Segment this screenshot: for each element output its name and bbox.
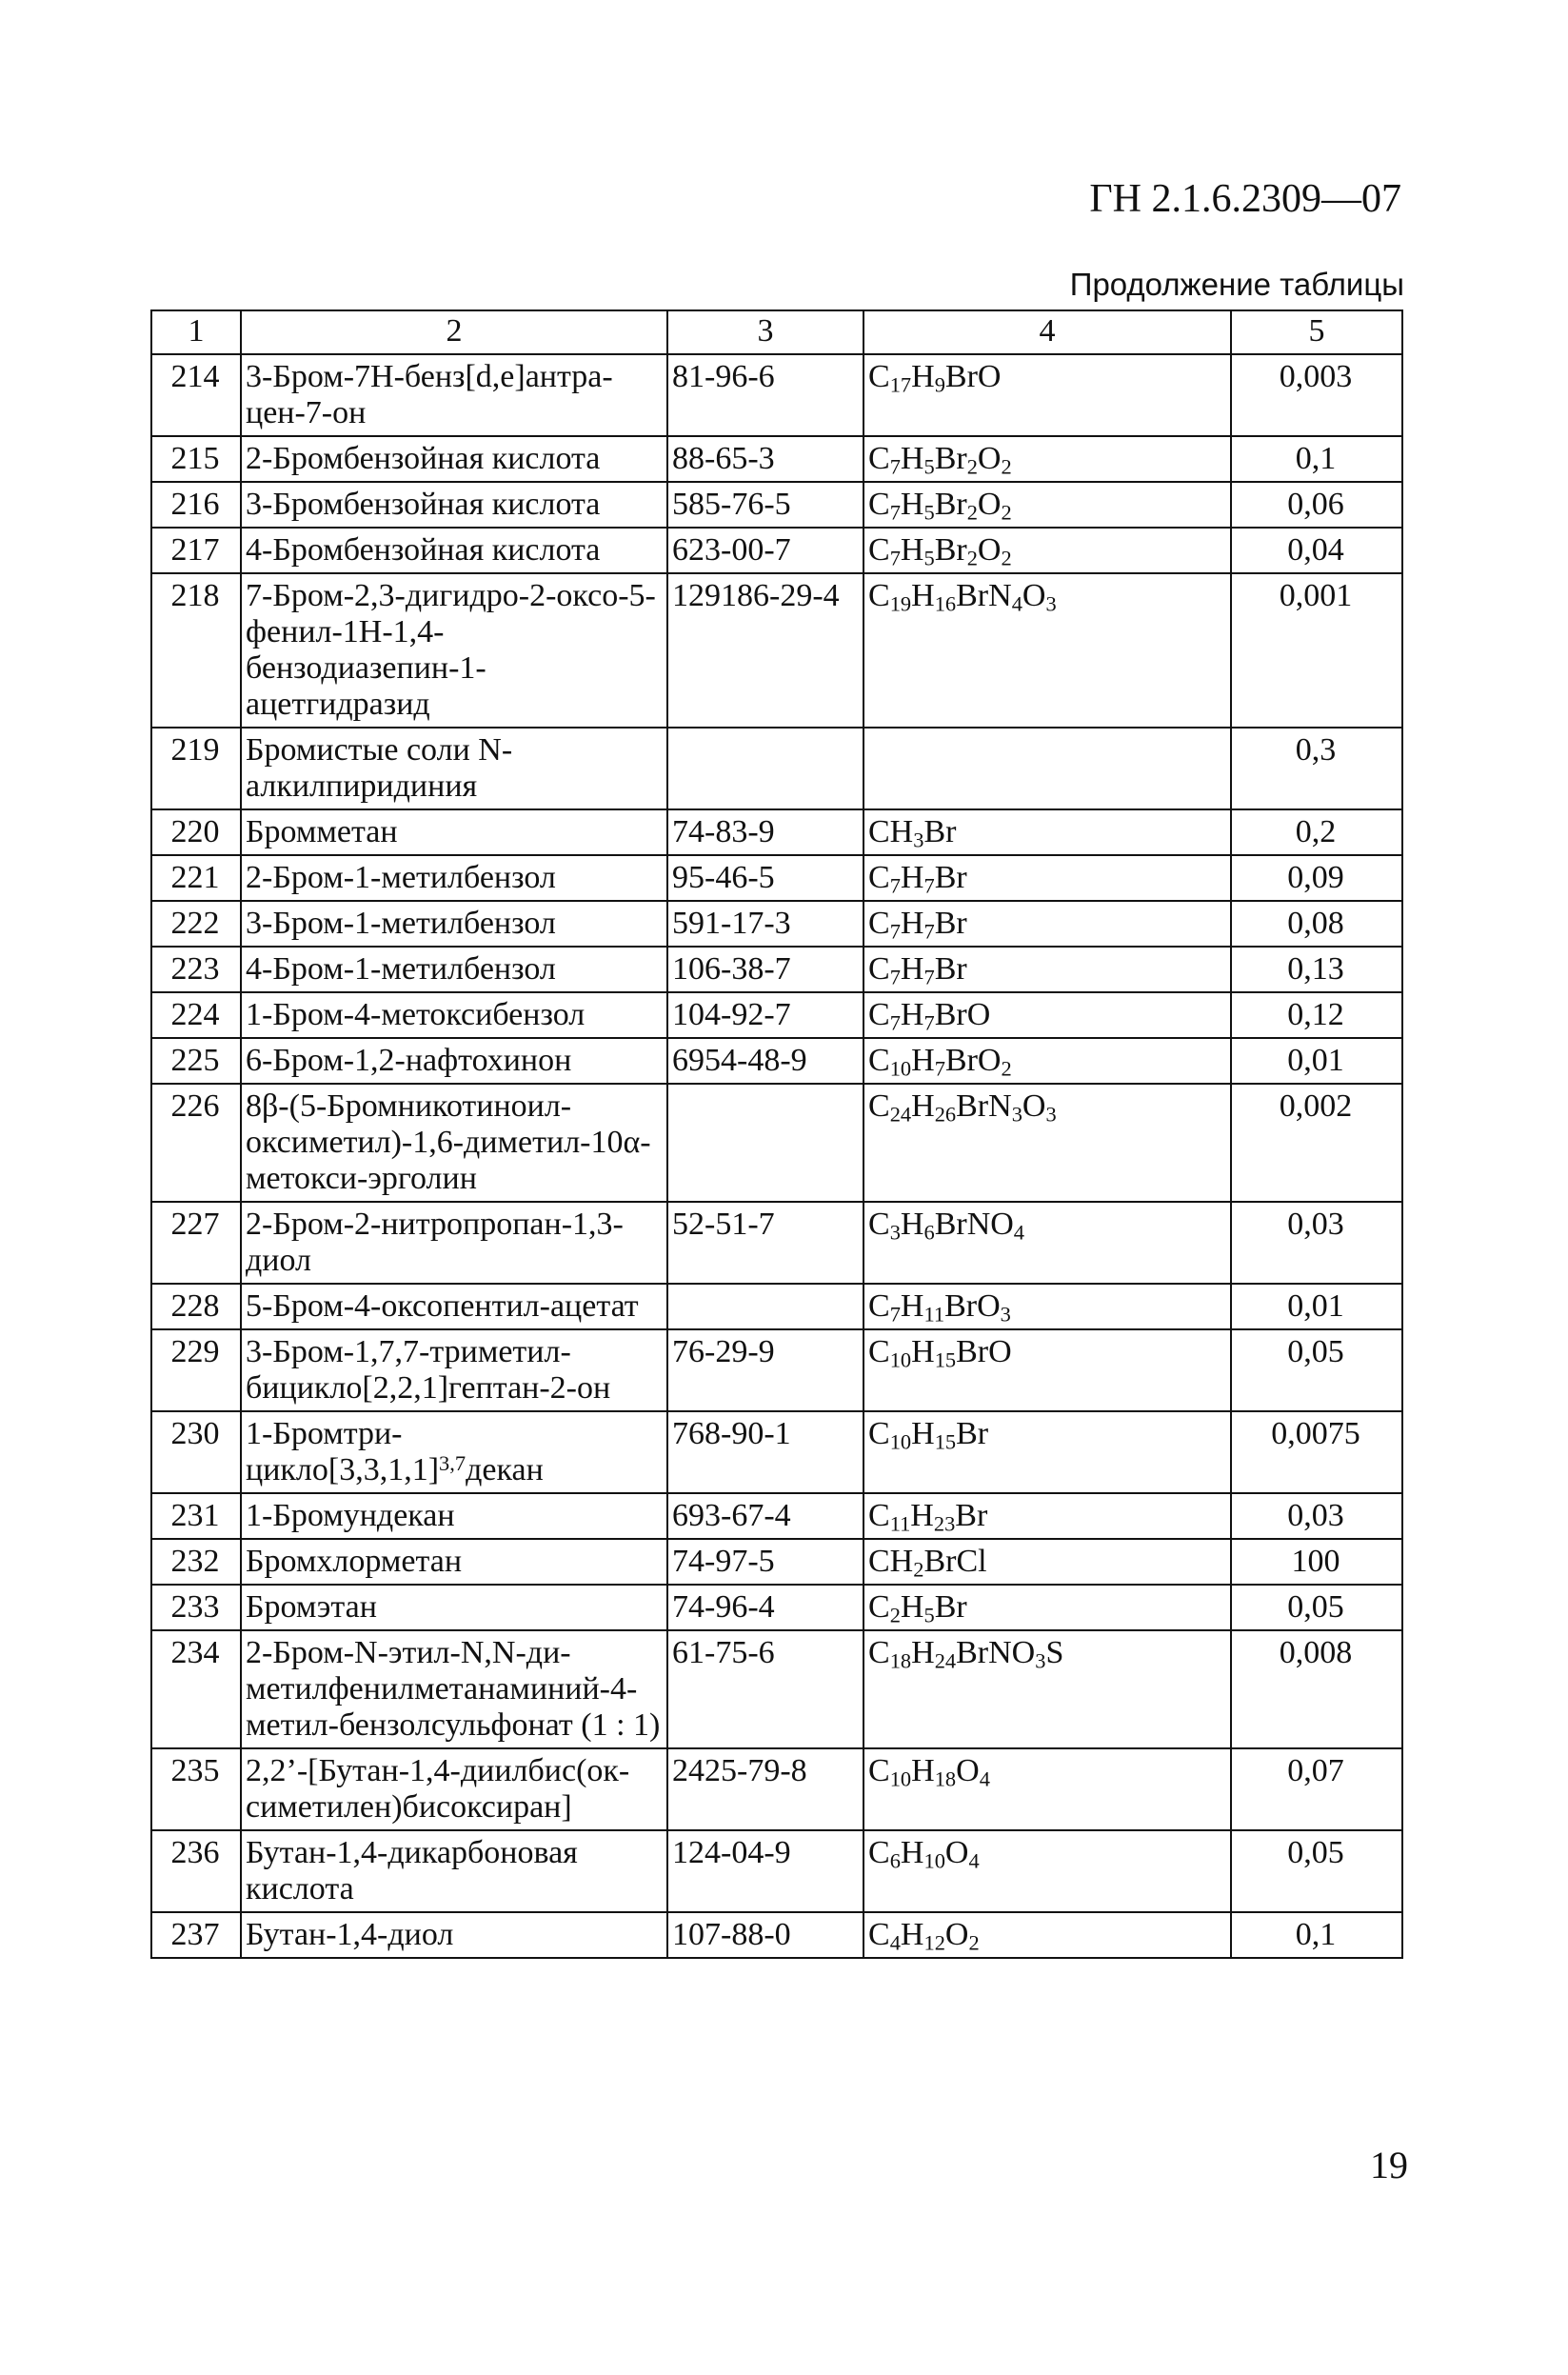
document-code: ГН 2.1.6.2309—07 xyxy=(1089,177,1401,221)
chemical-formula: $C_{19}H_{16}BrN_4O_3$ xyxy=(863,573,1231,728)
chemical-formula: $C_{17}H_9BrO$ xyxy=(863,354,1231,436)
table-row xyxy=(151,354,1402,436)
row-number: 216 xyxy=(151,482,241,528)
cas-number: 107-88-0 xyxy=(667,1912,863,1958)
limit-value: 0,08 xyxy=(1231,901,1402,947)
table-row xyxy=(151,992,1402,1038)
limit-value: 0,05 xyxy=(1231,1585,1402,1630)
substance-name: 3-Бром-1-метилбензол xyxy=(241,901,667,947)
table-row xyxy=(151,1748,1402,1830)
row-number: 230 xyxy=(151,1411,241,1493)
substance-name: 1-Бромундекан xyxy=(241,1493,667,1539)
limit-value: 100 xyxy=(1231,1539,1402,1585)
table-body xyxy=(151,354,1402,1958)
substance-name: 5-Бром-4-оксопентил-ацетат xyxy=(241,1284,667,1329)
substance-name: 2-Бром-N-этил-N,N-ди-метилфенилметанаминий-4-метил-бензолсульфонат (1 : 1) xyxy=(241,1630,667,1748)
substance-name: 2-Бром-1-метилбензол xyxy=(241,855,667,901)
table-row xyxy=(151,901,1402,947)
row-number: 219 xyxy=(151,728,241,809)
table-row xyxy=(151,528,1402,573)
table-header-row xyxy=(151,310,1402,354)
limit-value: 0,09 xyxy=(1231,855,1402,901)
cas-number: 104-92-7 xyxy=(667,992,863,1038)
limit-value: 0,01 xyxy=(1231,1038,1402,1084)
row-number: 227 xyxy=(151,1202,241,1284)
chemical-formula xyxy=(863,728,1231,809)
cas-number xyxy=(667,1084,863,1202)
limit-value: 0,06 xyxy=(1231,482,1402,528)
table-row xyxy=(151,1284,1402,1329)
cas-number: 81-96-6 xyxy=(667,354,863,436)
cas-number xyxy=(667,1284,863,1329)
cas-number: 88-65-3 xyxy=(667,436,863,482)
cas-number: 95-46-5 xyxy=(667,855,863,901)
chemical-formula: $C_{10}H_{15}Br$ xyxy=(863,1411,1231,1493)
cas-number: 74-83-9 xyxy=(667,809,863,855)
chemical-formula: $C_7H_7Br$ xyxy=(863,855,1231,901)
substance-name: 6-Бром-1,2-нафтохинон xyxy=(241,1038,667,1084)
limit-value: 0,008 xyxy=(1231,1630,1402,1748)
substance-name: 3-Бром-1,7,7-триметил-бицикло[2,2,1]гептан-2-он xyxy=(241,1329,667,1411)
cas-number: 74-97-5 xyxy=(667,1539,863,1585)
substance-name: 3-Бромбензойная кислота xyxy=(241,482,667,528)
table-row xyxy=(151,855,1402,901)
table-row xyxy=(151,1912,1402,1958)
chemical-formula: $C_{24}H_{26}BrN_3O_3$ xyxy=(863,1084,1231,1202)
row-number: 232 xyxy=(151,1539,241,1585)
chemical-formula: $C_6H_{10}O_4$ xyxy=(863,1830,1231,1912)
cas-number: 768-90-1 xyxy=(667,1411,863,1493)
cas-number: 76-29-9 xyxy=(667,1329,863,1411)
page-number: 19 xyxy=(1370,2144,1408,2186)
cas-number: 623-00-7 xyxy=(667,528,863,573)
limit-value: 0,0075 xyxy=(1231,1411,1402,1493)
substance-name: 2-Бромбензойная кислота xyxy=(241,436,667,482)
chemical-formula: $C_{11}H_{23}Br$ xyxy=(863,1493,1231,1539)
cas-number: 52-51-7 xyxy=(667,1202,863,1284)
table-row xyxy=(151,947,1402,992)
cas-number: 74-96-4 xyxy=(667,1585,863,1630)
row-number: 220 xyxy=(151,809,241,855)
table-row xyxy=(151,573,1402,728)
row-number: 233 xyxy=(151,1585,241,1630)
limit-value: 0,04 xyxy=(1231,528,1402,573)
column-header-2: 2 xyxy=(241,310,667,354)
row-number: 217 xyxy=(151,528,241,573)
cas-number: 693-67-4 xyxy=(667,1493,863,1539)
chemical-formula: $C_2H_5Br$ xyxy=(863,1585,1231,1630)
chemical-formula: $C_7H_5Br_2O_2$ xyxy=(863,436,1231,482)
limit-value: 0,07 xyxy=(1231,1748,1402,1830)
row-number: 228 xyxy=(151,1284,241,1329)
limit-value: 0,05 xyxy=(1231,1830,1402,1912)
table-row xyxy=(151,1830,1402,1912)
chemical-formula: $CH_2BrCl$ xyxy=(863,1539,1231,1585)
row-number: 218 xyxy=(151,573,241,728)
substance-name: Бромэтан xyxy=(241,1585,667,1630)
limit-value: 0,03 xyxy=(1231,1493,1402,1539)
chemical-formula: $C_7H_5Br_2O_2$ xyxy=(863,528,1231,573)
row-number: 237 xyxy=(151,1912,241,1958)
row-number: 215 xyxy=(151,436,241,482)
table-row xyxy=(151,1630,1402,1748)
table-row xyxy=(151,1411,1402,1493)
row-number: 223 xyxy=(151,947,241,992)
table-row xyxy=(151,1084,1402,1202)
cas-number: 61-75-6 xyxy=(667,1630,863,1748)
chemical-formula: $C_7H_7Br$ xyxy=(863,901,1231,947)
limit-value: 0,12 xyxy=(1231,992,1402,1038)
limit-value: 0,03 xyxy=(1231,1202,1402,1284)
table-row xyxy=(151,436,1402,482)
limit-value: 0,002 xyxy=(1231,1084,1402,1202)
row-number: 222 xyxy=(151,901,241,947)
limit-value: 0,1 xyxy=(1231,436,1402,482)
substances-table xyxy=(150,309,1403,1959)
chemical-formula: $C_{10}H_{18}O_4$ xyxy=(863,1748,1231,1830)
limit-value: 0,01 xyxy=(1231,1284,1402,1329)
cas-number: 591-17-3 xyxy=(667,901,863,947)
chemical-formula: $C_{10}H_{15}BrO$ xyxy=(863,1329,1231,1411)
limit-value: 0,001 xyxy=(1231,573,1402,728)
substance-name: $1-Бромтри-цикло[3,3,1,1]^{3,7}декан$ xyxy=(241,1411,667,1493)
cas-number: 106-38-7 xyxy=(667,947,863,992)
row-number: 235 xyxy=(151,1748,241,1830)
substance-name: Бутан-1,4-диол xyxy=(241,1912,667,1958)
table-row xyxy=(151,1202,1402,1284)
table-row xyxy=(151,809,1402,855)
substance-name: 1-Бром-4-метоксибензол xyxy=(241,992,667,1038)
substance-name: 7-Бром-2,3-дигидро-2-оксо-5-фенил-1Н-1,4-бензодиазепин-1-ацетгидразид xyxy=(241,573,667,728)
chemical-formula: $C_7H_{11}BrO_3$ xyxy=(863,1284,1231,1329)
chemical-formula: $C_4H_{12}O_2$ xyxy=(863,1912,1231,1958)
table-row xyxy=(151,482,1402,528)
chemical-formula: $CH_3Br$ xyxy=(863,809,1231,855)
row-number: 226 xyxy=(151,1084,241,1202)
cas-number: 585-76-5 xyxy=(667,482,863,528)
table-row xyxy=(151,1038,1402,1084)
row-number: 221 xyxy=(151,855,241,901)
cas-number: 6954-48-9 xyxy=(667,1038,863,1084)
limit-value: 0,2 xyxy=(1231,809,1402,855)
column-header-4: 4 xyxy=(863,310,1231,354)
limit-value: 0,3 xyxy=(1231,728,1402,809)
table-row xyxy=(151,1493,1402,1539)
table-row xyxy=(151,1585,1402,1630)
cas-number: 129186-29-4 xyxy=(667,573,863,728)
cas-number: 2425-79-8 xyxy=(667,1748,863,1830)
cas-number xyxy=(667,728,863,809)
chemical-formula: $C_7H_7Br$ xyxy=(863,947,1231,992)
row-number: 231 xyxy=(151,1493,241,1539)
row-number: 234 xyxy=(151,1630,241,1748)
cas-number: 124-04-9 xyxy=(667,1830,863,1912)
substance-name: 4-Бромбензойная кислота xyxy=(241,528,667,573)
substance-name: Бромхлорметан xyxy=(241,1539,667,1585)
column-header-5: 5 xyxy=(1231,310,1402,354)
row-number: 225 xyxy=(151,1038,241,1084)
row-number: 214 xyxy=(151,354,241,436)
table-row xyxy=(151,1539,1402,1585)
table-row xyxy=(151,1329,1402,1411)
column-header-3: 3 xyxy=(667,310,863,354)
column-header-1: 1 xyxy=(151,310,241,354)
limit-value: 0,003 xyxy=(1231,354,1402,436)
chemical-formula: $C_3H_6BrNO_4$ xyxy=(863,1202,1231,1284)
substance-name: Бутан-1,4-дикарбоновая кислота xyxy=(241,1830,667,1912)
chemical-formula: $C_{18}H_{24}BrNO_3S$ xyxy=(863,1630,1231,1748)
substance-name: Бромистые соли N-алкилпиридиния xyxy=(241,728,667,809)
row-number: 229 xyxy=(151,1329,241,1411)
table-caption: Продолжение таблицы xyxy=(1069,267,1404,302)
limit-value: 0,05 xyxy=(1231,1329,1402,1411)
limit-value: 0,13 xyxy=(1231,947,1402,992)
substance-name: 4-Бром-1-метилбензол xyxy=(241,947,667,992)
table-row xyxy=(151,728,1402,809)
row-number: 224 xyxy=(151,992,241,1038)
row-number: 236 xyxy=(151,1830,241,1912)
chemical-formula: $C_7H_7BrO$ xyxy=(863,992,1231,1038)
limit-value: 0,1 xyxy=(1231,1912,1402,1958)
substance-name: 2-Бром-2-нитропропан-1,3-диол xyxy=(241,1202,667,1284)
chemical-formula: $C_7H_5Br_2O_2$ xyxy=(863,482,1231,528)
substance-name: 8β-(5-Бромникотиноил-оксиметил)-1,6-диметил-10α-метокси-эрголин xyxy=(241,1084,667,1202)
substance-name: 2,2’-[Бутан-1,4-диилбис(ок-симетилен)бисоксиран] xyxy=(241,1748,667,1830)
substance-name: 3-Бром-7Н-бенз[d,e]антра-цен-7-он xyxy=(241,354,667,436)
substance-name: Бромметан xyxy=(241,809,667,855)
chemical-formula: $C_{10}H_7BrO_2$ xyxy=(863,1038,1231,1084)
